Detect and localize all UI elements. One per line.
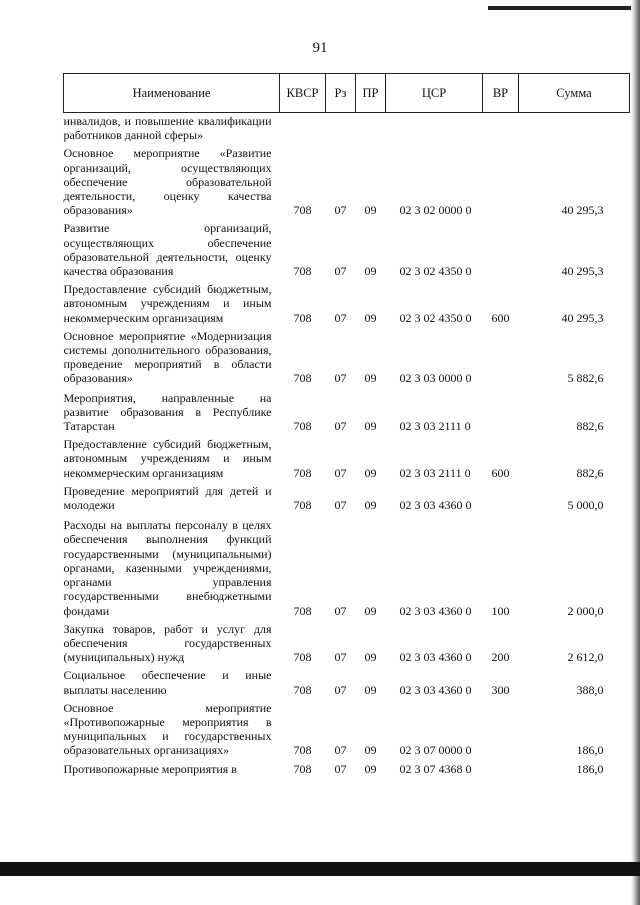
cell-sum: 5 000,0	[567, 498, 604, 513]
header-csr: ЦСР	[386, 74, 483, 113]
scan-edge-right	[631, 0, 640, 905]
cell-name: Развитие организаций, осуществляющих обеспечение образовательной деятельности, оценку качества образования	[63, 221, 272, 279]
cell-csr: 02 3 03 2111 0	[399, 465, 471, 480]
header-sum: Сумма	[519, 74, 630, 113]
cell-csr	[386, 113, 483, 143]
cell-csr: 02 3 03 0000 0	[399, 371, 472, 386]
cell-csr: 02 3 07 0000 0	[399, 743, 472, 758]
cell-csr: 02 3 02 4350 0	[399, 264, 472, 279]
cell-vr	[483, 758, 519, 776]
cell-name: Основное мероприятие «Развитие организаций, осуществляющих обеспечение образовательной деятельности, оценку качества образования»	[63, 146, 272, 218]
budget-table	[63, 73, 630, 776]
header-name: Наименование	[64, 74, 280, 113]
cell-kvsr: 708	[293, 371, 312, 386]
table-row	[64, 433, 630, 480]
cell-kvsr: 708	[293, 465, 312, 480]
table-row	[64, 142, 630, 217]
cell-sum: 5 882,6	[567, 371, 604, 386]
cell-sum: 40 295,3	[561, 264, 604, 279]
cell-pr: 09	[364, 603, 377, 618]
cell-vr: 600	[491, 310, 510, 325]
cell-kvsr: 708	[293, 603, 312, 618]
header-vr: ВР	[483, 74, 519, 113]
cell-sum: 882,6	[576, 465, 604, 480]
cell-pr: 09	[364, 743, 377, 758]
cell-pr: 09	[364, 650, 377, 665]
cell-csr: 02 3 03 4360 0	[399, 682, 472, 697]
cell-pr	[356, 113, 386, 143]
cell-pr: 09	[364, 682, 377, 697]
header-pr: ПР	[356, 74, 386, 113]
cell-rz: 07	[334, 419, 347, 434]
cell-pr: 09	[364, 465, 377, 480]
cell-rz: 07	[334, 465, 347, 480]
cell-csr: 02 3 02 4350 0	[399, 310, 472, 325]
cell-kvsr: 708	[293, 310, 312, 325]
cell-pr: 09	[364, 371, 377, 386]
cell-vr	[483, 325, 519, 386]
header-kvsr: КВСР	[280, 74, 326, 113]
cell-pr: 09	[364, 419, 377, 434]
cell-vr: 100	[491, 603, 510, 618]
cell-kvsr: 708	[293, 498, 312, 513]
cell-name: Предоставление субсидий бюджетным, автономным учреждениям и иным некоммерческим организациям	[63, 437, 272, 480]
cell-rz: 07	[334, 371, 347, 386]
cell-vr	[483, 113, 519, 143]
cell-csr: 02 3 03 2111 0	[399, 419, 471, 434]
cell-name: Предоставление субсидий бюджетным, автономным учреждениям и иным некоммерческим организациям	[63, 282, 272, 325]
cell-rz: 07	[334, 682, 347, 697]
cell-name: Проведение мероприятий для детей и молодежи	[63, 483, 272, 513]
cell-name: Социальное обеспечение и иные выплаты населению	[63, 668, 272, 697]
cell-kvsr: 708	[293, 264, 312, 279]
scan-edge-top	[488, 6, 640, 10]
table-header-row	[64, 74, 630, 113]
cell-rz: 07	[334, 650, 347, 665]
page-number: 91	[312, 40, 328, 56]
table-row	[64, 217, 630, 278]
table-row	[64, 480, 630, 512]
cell-pr: 09	[364, 310, 377, 325]
cell-csr: 02 3 03 4360 0	[399, 603, 472, 618]
cell-vr	[483, 480, 519, 512]
cell-rz: 07	[334, 761, 347, 776]
cell-rz: 07	[334, 743, 347, 758]
cell-name: инвалидов, и повышение квалификации работников данной сферы»	[63, 114, 272, 143]
cell-rz: 07	[334, 498, 347, 513]
cell-rz: 07	[334, 310, 347, 325]
cell-rz: 07	[334, 603, 347, 618]
cell-pr: 09	[364, 264, 377, 279]
cell-name: Противопожарные мероприятия в	[63, 761, 237, 776]
cell-kvsr: 708	[293, 203, 312, 218]
cell-sum: 40 295,3	[561, 203, 604, 218]
cell-vr: 300	[491, 682, 510, 697]
cell-kvsr	[280, 113, 326, 143]
table-row	[64, 758, 630, 776]
cell-csr: 02 3 03 4360 0	[399, 650, 472, 665]
cell-sum: 186,0	[576, 761, 604, 776]
cell-pr: 09	[364, 761, 377, 776]
table-row	[64, 512, 630, 617]
table-row	[64, 618, 630, 665]
cell-vr: 600	[491, 465, 510, 480]
cell-vr	[483, 386, 519, 434]
table-row	[64, 325, 630, 386]
cell-rz: 07	[334, 264, 347, 279]
cell-sum: 186,0	[576, 743, 604, 758]
cell-name: Основное мероприятие «Модернизация системы дополнительного образования, проведение мероприятий в области образования»	[63, 328, 272, 386]
header-rz: Рз	[326, 74, 356, 113]
table-row	[64, 278, 630, 325]
cell-vr	[483, 217, 519, 278]
cell-kvsr: 708	[293, 761, 312, 776]
table-row	[64, 697, 630, 758]
cell-vr: 200	[491, 650, 510, 665]
cell-pr: 09	[364, 203, 377, 218]
scan-edge-bottom	[0, 862, 640, 876]
cell-rz	[326, 113, 356, 143]
table-row	[64, 664, 630, 696]
cell-name: Мероприятия, направленные на развитие образования в Республике Татарстан	[63, 390, 272, 434]
table-row	[64, 386, 630, 434]
cell-csr: 02 3 03 4360 0	[399, 498, 472, 513]
cell-kvsr: 708	[293, 419, 312, 434]
cell-name: Расходы на выплаты персоналу в целях обеспечения выполнения функций государственными (муниципальными) органами, казенными учреждениями, органами управления государственными внебюджетными фондами	[63, 518, 272, 618]
cell-sum: 2 000,0	[567, 603, 604, 618]
cell-rz: 07	[334, 203, 347, 218]
cell-csr: 02 3 07 4368 0	[399, 761, 472, 776]
cell-vr	[483, 697, 519, 758]
cell-pr: 09	[364, 498, 377, 513]
cell-name: Основное мероприятие «Противопожарные мероприятия в муниципальных и государственных образовательных организациях»	[63, 700, 272, 758]
cell-sum	[519, 113, 630, 143]
cell-sum: 40 295,3	[561, 310, 604, 325]
cell-csr: 02 3 02 0000 0	[399, 203, 472, 218]
table-row	[64, 113, 630, 143]
cell-kvsr: 708	[293, 682, 312, 697]
cell-kvsr: 708	[293, 743, 312, 758]
cell-vr	[483, 142, 519, 217]
cell-kvsr: 708	[293, 650, 312, 665]
cell-name: Закупка товаров, работ и услуг для обеспечения государственных (муниципальных) нужд	[63, 621, 272, 665]
cell-sum: 2 612,0	[567, 650, 604, 665]
cell-sum: 882,6	[576, 419, 604, 434]
cell-sum: 388,0	[576, 682, 604, 697]
